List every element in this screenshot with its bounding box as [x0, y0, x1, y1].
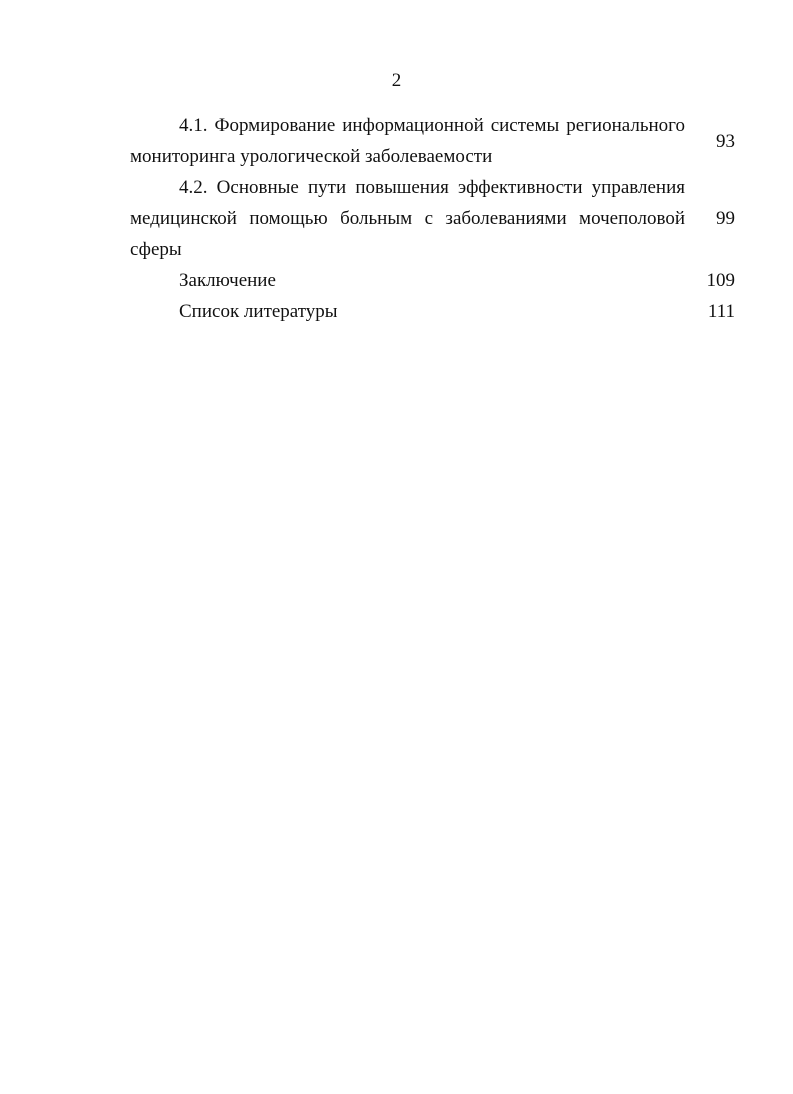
toc-entry-page: 93 [716, 130, 735, 152]
toc-entry-title: 4.2. Основные пути повышения эффективности управления медицинской помощью больным с заболеваниями мочеполовой сферы [130, 177, 685, 260]
toc-entry-title: Заключение [179, 270, 276, 291]
toc-entry-4-2 [130, 172, 735, 265]
toc-entry-page: 99 [716, 208, 735, 229]
toc-entry-title: 4.1. Формирование информационной системы регионального мониторинга урологической заболеваемости [130, 115, 685, 167]
toc-entry-4-1 [130, 110, 735, 172]
page-number: 2 [391, 70, 402, 91]
toc-entry-conclusion [130, 265, 735, 296]
toc-entry-bibliography [130, 296, 735, 327]
table-of-contents [130, 110, 735, 327]
toc-entry-page: 109 [706, 270, 735, 291]
toc-entry-title: Список литературы [179, 301, 338, 322]
toc-entry-page: 111 [707, 301, 735, 322]
